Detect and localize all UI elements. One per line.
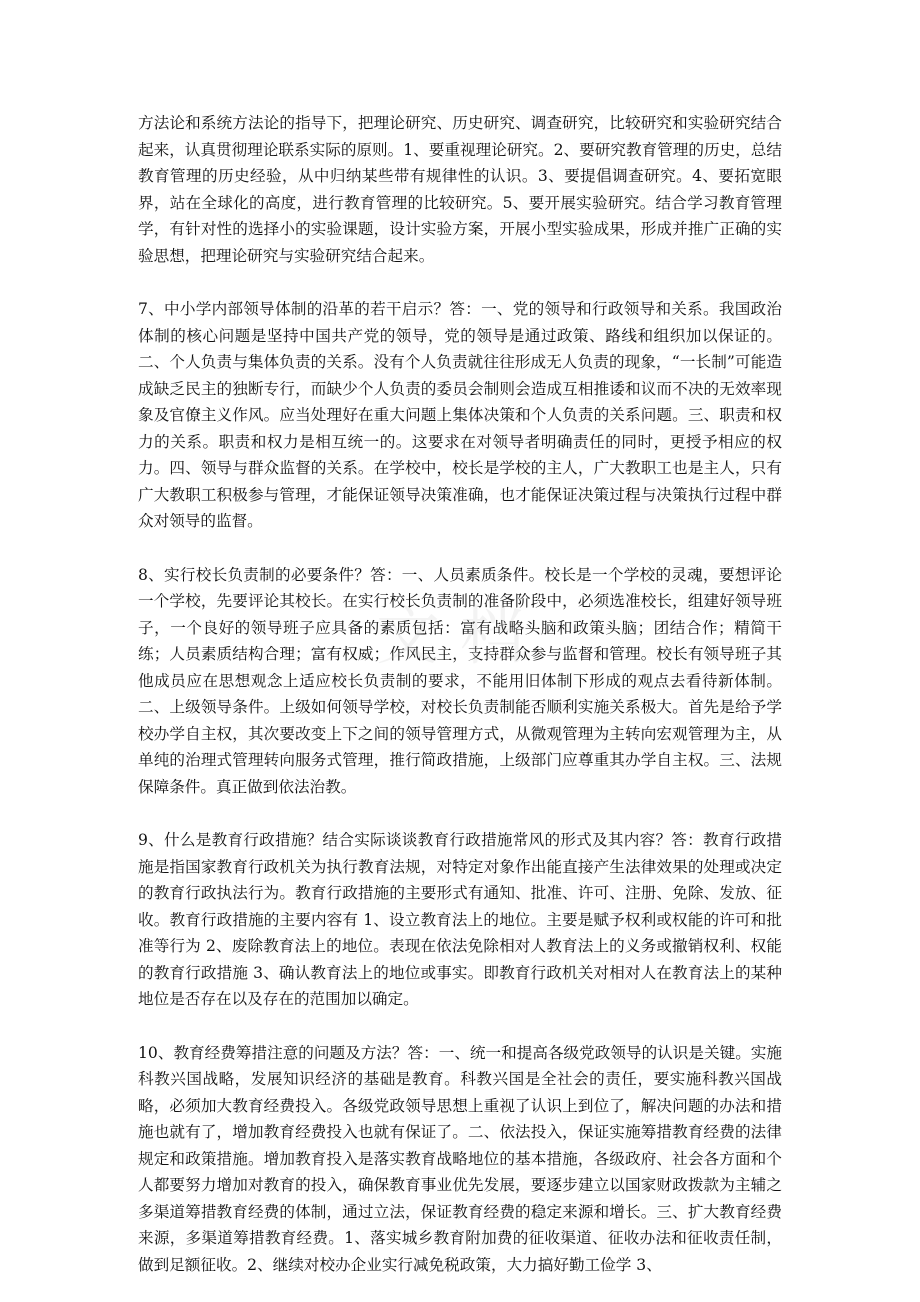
paragraph-question-9: 9、什么是教育行政措施？结合实际谈谈教育行政措施常风的形式及其内容？答：教育行政措施是指国家教育行政机关为执行教育法规，对特定对象作出能直接产生法律效果的处理或决定的教育行政执法行为。教育行政措施的主要形式有通知、批准、许可、注册、免除、发放、征收。教育行政措施的主要内容有 1、设立教育法上的地位。主要是赋予权利或权能的许可和批准等行为 2、废除教育法上的地位。表现在依法免除相对人教育法上的义务或撤销权利、权能的教育行政措施 3、确认教育法上的地位或事实。即教育行政机关对相对人在教育法上的某种地位是否存在以及存在的范围加以确定。: [138, 831, 782, 1008]
paragraph-question-7: 7、中小学内部领导体制的沿革的若干启示？答：一、党的领导和行政领导和关系。我国政治体制的核心问题是坚持中国共产党的领导，党的领导是通过政策、路线和组织加以保证的。二、个人负责与集体负责的关系。没有个人负责就往往形成无人负责的现象，“一长制”可能造成缺乏民主的独断专行，而缺少个人负责的委员会制则会造成互相推诿和议而不决的无效率现象及官僚主义作风。应当处理好在重大问题上集体决策和个人负责的关系问题。三、职责和权力的关系。职责和权力是相互统一的。这要求在对领导者明确责任的同时，更授予相应的权力。四、领导与群众监督的关系。在学校中，校长是学校的主人，广大教职工也是主人，只有广大教职工积极参与管理，才能保证领导决策准确，也才能保证决策过程与决策执行过程中群众对领导的监督。: [138, 300, 782, 530]
faint-watermark: 文档: [376, 600, 544, 674]
paragraph-question-10: 10、教育经费筹措注意的问题及方法？答：一、统一和提高各级党政领导的认识是关键。实施科教兴国战略，发展知识经济的基础是教育。科教兴国是全社会的责任，要实施科教兴国战略，必须加大教育经费投入。各级党政领导思想上重视了认识上到位了，解决问题的办法和措施也就有了，增加教育经费投入也就有保证了。二、依法投入，保证实施筹措教育经费的法律规定和政策措施。增加教育投入是落实教育战略地位的基本措施，各级政府、社会各方面和个人都要努力增加对教育的投入，确保教育事业优先发展，要逐步建立以国家财政拨款为主辅之多渠道筹措教育经费的体制，通过立法，保证教育经费的稳定来源和增长。三、扩大教育经费来源，多渠道筹措教育经费。1、落实城乡教育附加费的征收渠道、征收办法和征收责任制，做到足额征收。2、继续对校办企业实行减免税政策，大力搞好勤工俭学 3、: [138, 1043, 782, 1274]
paragraph-question-8: 8、实行校长负责制的必要条件？答：一、人员素质条件。校长是一个学校的灵魂，要想评论一个学校，先要评论其校长。在实行校长负责制的准备阶段中，必须选准校长，组建好领导班子，一个良好的领导班子应具备的素质包括：富有战略头脑和政策头脑；团结合作；精简干练；人员素质结构合理；富有权威；作风民主，支持群众参与监督和管理。校长有领导班子其他成员应在思想观念上适应校长负责制的要求，不能用旧体制下形成的观点去看待新体制。二、上级领导条件。上级如何领导学校，对校长负责制能否顺利实施关系极大。首先是给予学校办学自主权，其次要改变上下之间的领导管理方式，从微观管理为主转向宏观管理为主，从单纯的治理式管理转向服务式管理，推行简政措施，上级部门应尊重其办学自主权。三、法规保障条件。真正做到依法治教。: [138, 565, 782, 796]
paragraph-research-methods: 方法论和系统方法论的指导下，把理论研究、历史研究、调查研究，比较研究和实验研究结合起来，认真贯彻理论联系实际的原则。1、要重视理论研究。2、要研究教育管理的历史，总结教育管理的历史经验，从中归纳某些带有规律性的认识。3、要提倡调查研究。4、要拓宽眼界，站在全球化的高度，进行教育管理的比较研究。5、要开展实验研究。结合学习教育管理学，有针对性的选择小的实验课题，设计实验方案，开展小型实验成果，形成并推广正确的实验思想，把理论研究与实验研究结合起来。: [138, 114, 782, 265]
